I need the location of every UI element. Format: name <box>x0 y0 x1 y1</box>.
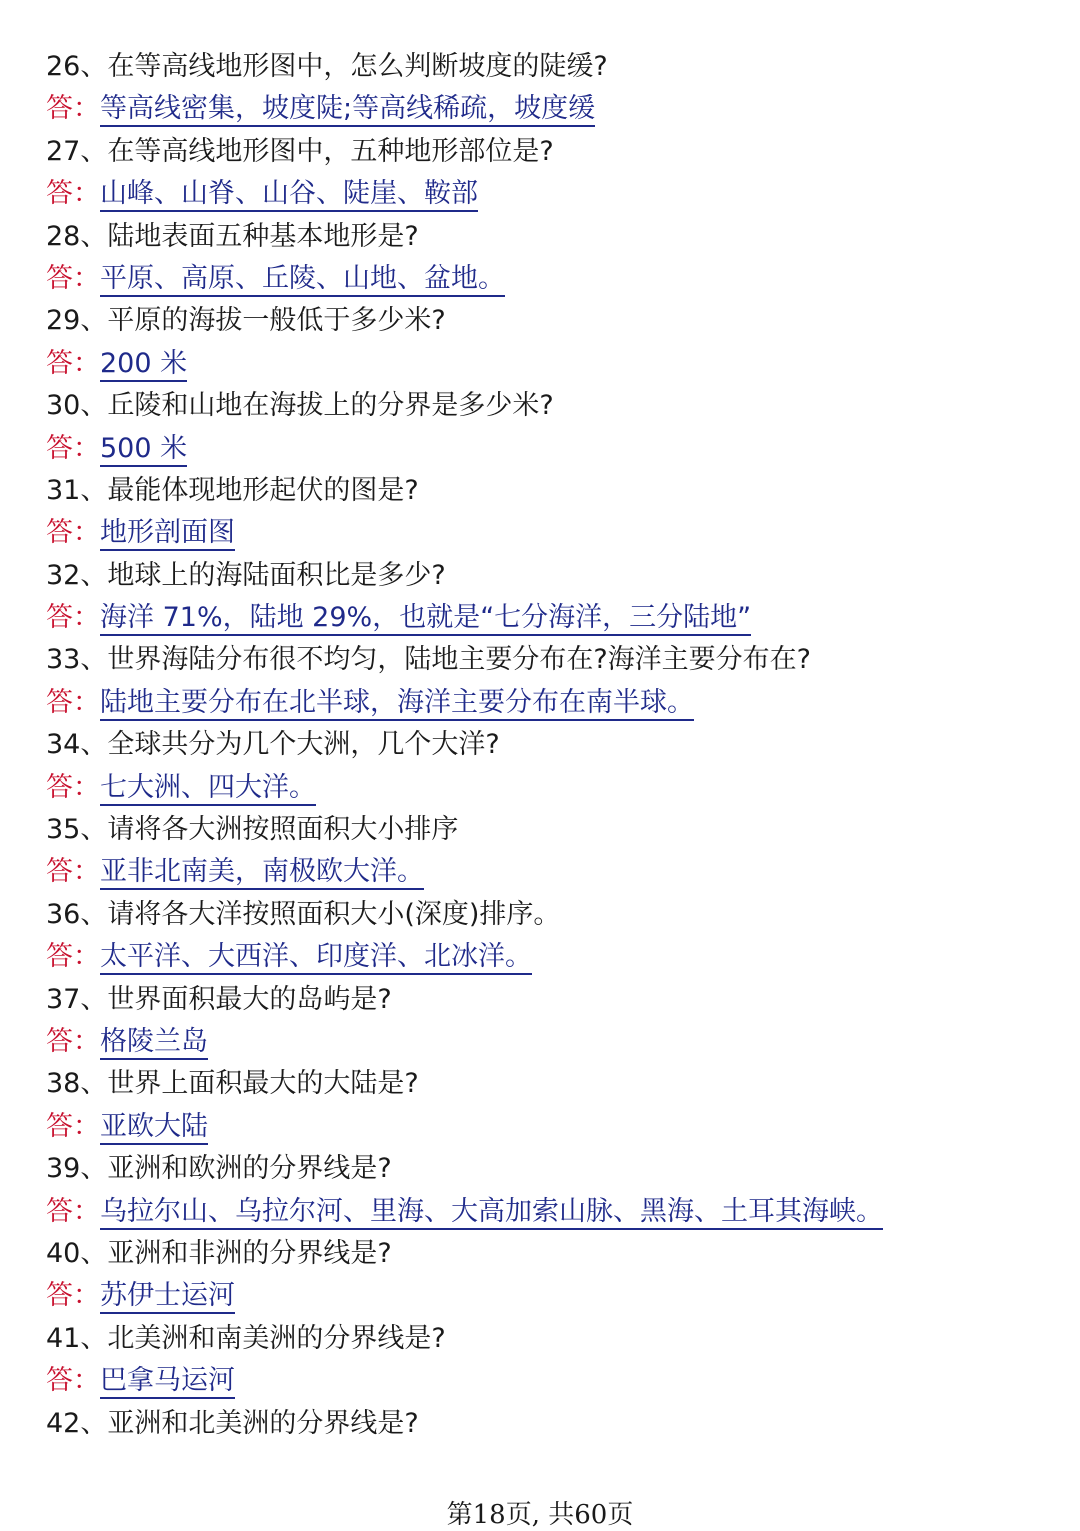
answer-label: 答： <box>46 1110 100 1142</box>
answer-label: 答： <box>46 178 100 210</box>
answer-text: 地形剖面图 <box>100 517 235 551</box>
answer-label: 答： <box>46 686 100 718</box>
answer-29 <box>46 343 1046 385</box>
answer-label: 答： <box>46 1365 100 1397</box>
answer-text: 巴拿马运河 <box>100 1365 235 1399</box>
answer-text: 等高线密集，坡度陡;等高线稀疏，坡度缓 <box>100 93 595 127</box>
question-26: 26、在等高线地形图中，怎么判断坡度的陡缓? <box>46 51 608 82</box>
answer-text: 海洋 71%，陆地 29%，也就是“七分海洋，三分陆地” <box>100 602 751 636</box>
answer-text: 200 米 <box>100 348 187 382</box>
question-35: 35、请将各大洲按照面积大小排序 <box>46 814 459 846</box>
answer-32 <box>46 597 1046 639</box>
answer-35 <box>46 851 1046 893</box>
question-36: 36、请将各大洋按照面积大小(深度)排序。 <box>46 898 561 930</box>
document-body <box>46 46 1046 1445</box>
question-39: 39、亚洲和欧洲的分界线是? <box>46 1153 392 1185</box>
answer-40 <box>46 1275 1046 1317</box>
answer-text: 格陵兰岛 <box>100 1026 208 1060</box>
answer-33 <box>46 682 1046 724</box>
answer-text: 500 米 <box>100 433 187 467</box>
answer-label: 答： <box>46 432 100 464</box>
answer-label: 答： <box>46 771 100 803</box>
question-37: 37、世界面积最大的岛屿是? <box>46 983 392 1015</box>
answer-28 <box>46 258 1046 300</box>
page-footer: 第18页, 共60页 <box>446 1500 634 1530</box>
question-30: 30、丘陵和山地在海拔上的分界是多少米? <box>46 390 554 422</box>
answer-36 <box>46 936 1046 978</box>
answer-text: 平原、高原、丘陵、山地、盆地。 <box>100 263 505 297</box>
answer-label: 答： <box>46 517 100 549</box>
question-42: 42、亚洲和北美洲的分界线是? <box>46 1407 419 1439</box>
answer-26 <box>46 88 1046 130</box>
answer-text: 山峰、山脊、山谷、陡崖、鞍部 <box>100 178 478 212</box>
answer-text: 苏伊士运河 <box>100 1280 235 1314</box>
answer-text: 乌拉尔山、乌拉尔河、里海、大高加索山脉、黑海、土耳其海峡。 <box>100 1196 883 1230</box>
answer-text: 亚非北南美，南极欧大洋。 <box>100 856 424 890</box>
answer-38 <box>46 1106 1046 1148</box>
answer-27 <box>46 173 1046 215</box>
question-41: 41、北美洲和南美洲的分界线是? <box>46 1322 446 1354</box>
answer-label: 答： <box>46 93 100 125</box>
answer-label: 答： <box>46 602 100 634</box>
question-31: 31、最能体现地形起伏的图是? <box>46 474 419 506</box>
answer-text: 亚欧大陆 <box>100 1111 208 1145</box>
answer-34 <box>46 767 1046 809</box>
question-27: 27、在等高线地形图中，五种地形部位是? <box>46 135 554 167</box>
question-38: 38、世界上面积最大的大陆是? <box>46 1068 419 1100</box>
answer-text: 太平洋、大西洋、印度洋、北冰洋。 <box>100 941 532 975</box>
answer-label: 答： <box>46 1195 100 1227</box>
answer-30 <box>46 428 1046 470</box>
answer-37 <box>46 1021 1046 1063</box>
answer-31 <box>46 512 1046 554</box>
answer-label: 答： <box>46 856 100 888</box>
question-34: 34、全球共分为几个大洲，几个大洋? <box>46 729 500 761</box>
question-28: 28、陆地表面五种基本地形是? <box>46 220 419 252</box>
answer-39 <box>46 1191 1046 1233</box>
answer-text: 七大洲、四大洋。 <box>100 772 316 806</box>
answer-text: 陆地主要分布在北半球，海洋主要分布在南半球。 <box>100 687 694 721</box>
answer-label: 答： <box>46 347 100 379</box>
question-29: 29、平原的海拔一般低于多少米? <box>46 305 446 337</box>
question-33: 33、世界海陆分布很不均匀，陆地主要分布在?海洋主要分布在? <box>46 644 812 676</box>
question-40: 40、亚洲和非洲的分界线是? <box>46 1237 392 1269</box>
answer-label: 答： <box>46 941 100 973</box>
answer-label: 答： <box>46 262 100 294</box>
answer-41 <box>46 1360 1046 1402</box>
answer-label: 答： <box>46 1280 100 1312</box>
question-32: 32、地球上的海陆面积比是多少? <box>46 559 446 591</box>
answer-label: 答： <box>46 1025 100 1057</box>
